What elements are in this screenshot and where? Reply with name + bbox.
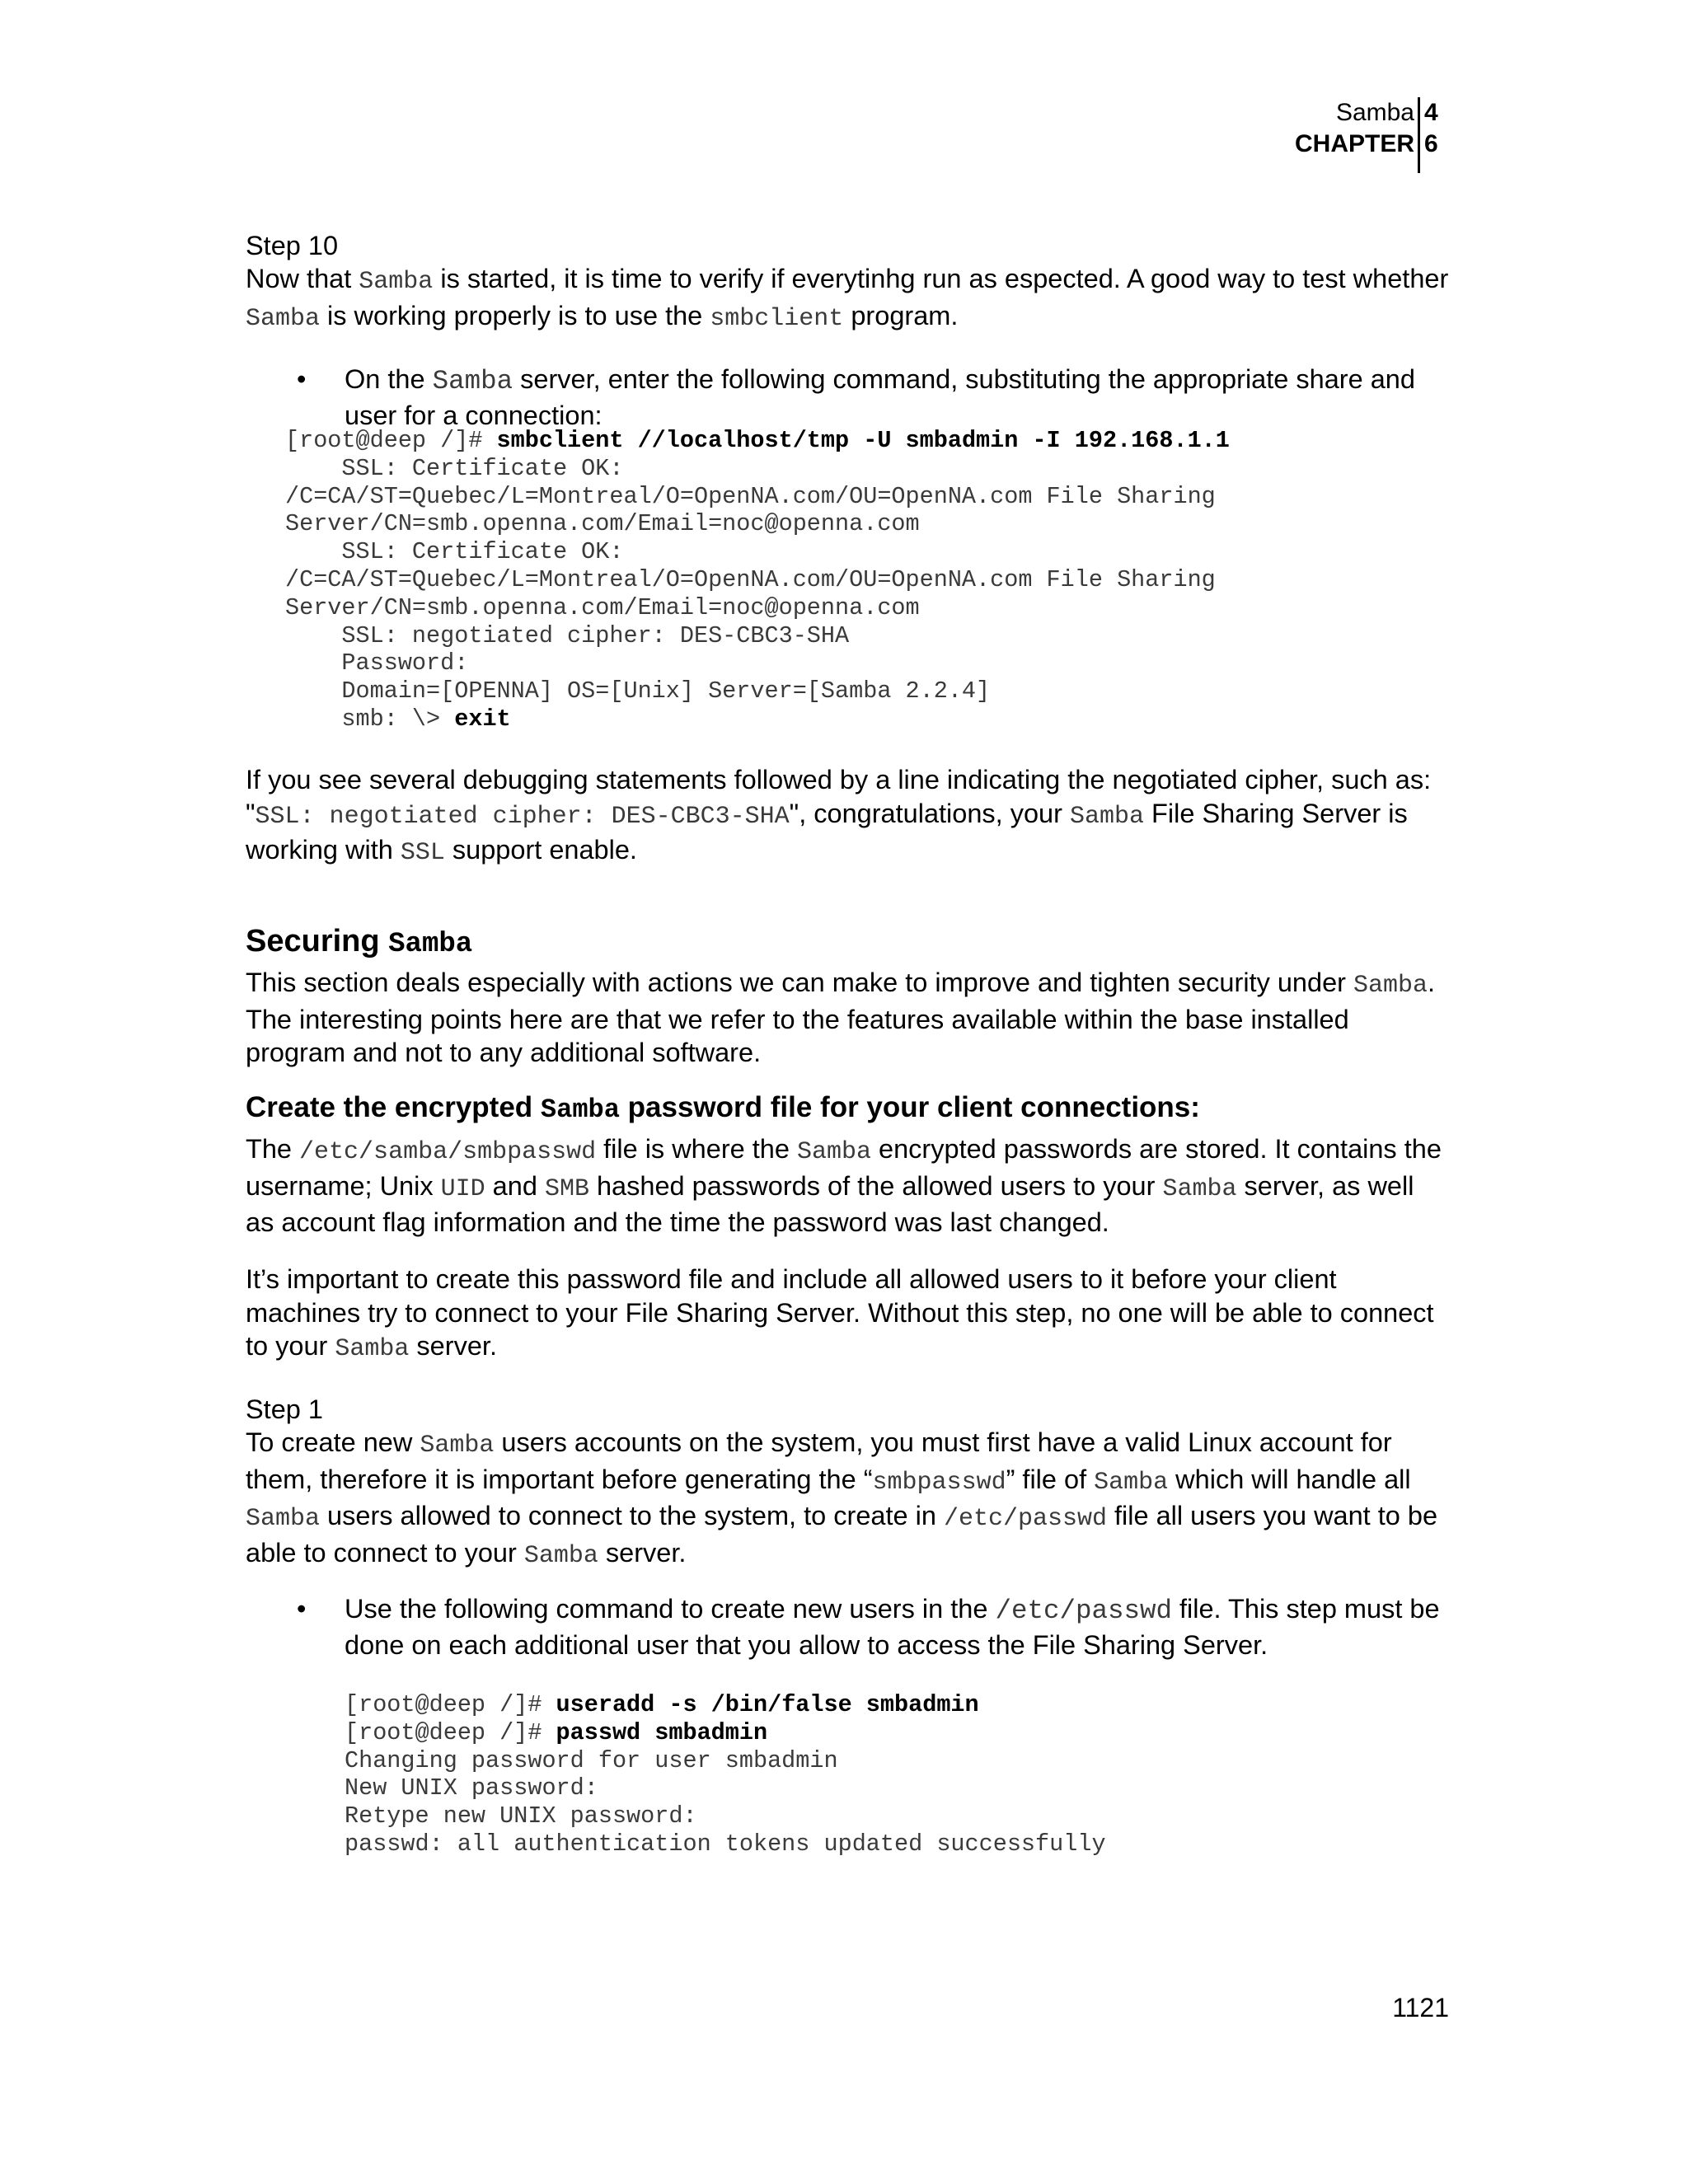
- console-output: Changing password for user smbadmin New UNIX password: Retype new UNIX password: passwd: all authentication tokens updated successfully: [345, 1746, 1106, 1858]
- inline-code: SMB: [544, 1174, 589, 1203]
- text-run: users allowed to connect to the system, to create in: [320, 1501, 944, 1530]
- step10-paragraph: [246, 262, 1449, 335]
- subsection-heading-pre: Create the encrypted: [246, 1091, 541, 1123]
- section-heading-code: Samba: [388, 929, 473, 960]
- inline-code: Samba: [1162, 1174, 1237, 1203]
- inline-code: Samba: [420, 1432, 495, 1460]
- section-heading-text: Securing: [246, 924, 389, 958]
- text-run: File Sharing Server is working with: [246, 798, 1408, 865]
- text-run: which will handle all: [1168, 1464, 1411, 1494]
- section-heading-securing: [246, 923, 472, 963]
- inline-code: Samba: [796, 1138, 871, 1166]
- subsection-heading-encrypted: [246, 1090, 1200, 1128]
- text-run: It’s important to create this password file and include all allowed users to it before your client machines try to connect to your File Sharing Server. Without this step, no one will be able to connect to your: [246, 1264, 1434, 1361]
- step1-bullet-text: [345, 1592, 1449, 1661]
- console-prompt: [root@deep /]#: [285, 427, 497, 454]
- step1-paragraph: [246, 1426, 1449, 1572]
- inline-code: /etc/samba/smbpasswd: [299, 1138, 597, 1166]
- subsection-heading-post: password file for your client connections:: [619, 1091, 1200, 1123]
- step1-title: Step 1: [246, 1394, 323, 1424]
- text-run: file. This step must be done on each additional user that you allow to access the File Sharing Server.: [345, 1594, 1440, 1660]
- running-header: [1286, 97, 1451, 173]
- console-prompt-1: [root@deep /]#: [345, 1691, 556, 1718]
- inline-code: Samba: [359, 268, 434, 296]
- subsection-heading-code: Samba: [540, 1094, 620, 1125]
- page-number: 1121: [1392, 1993, 1449, 2022]
- text-run: ", congratulations, your: [789, 798, 1070, 828]
- text-run: To create new: [246, 1427, 420, 1457]
- step10-bullet-text: [345, 363, 1449, 432]
- text-run: hashed passwords of the allowed users to your: [588, 1170, 1163, 1201]
- encrypted-paragraph-1: [246, 1132, 1449, 1240]
- text-run: ” file of: [1006, 1464, 1095, 1494]
- text-run: server.: [409, 1331, 497, 1361]
- inline-code: smbpasswd: [872, 1468, 1006, 1497]
- text-run: Use the following command to create new users in the: [345, 1594, 996, 1624]
- inline-code: smbclient: [710, 304, 844, 333]
- text-run: server, enter the following command, substituting the appropriate share and user for a connection:: [345, 364, 1415, 430]
- text-run: file is where the: [596, 1134, 797, 1164]
- text-run: On the: [345, 364, 433, 394]
- header-chapter-label: CHAPTER: [1294, 130, 1414, 157]
- console-smb-command: exit: [454, 705, 511, 733]
- inline-code: Samba: [1070, 802, 1145, 831]
- inline-code: Samba: [523, 1541, 598, 1570]
- text-run: is working properly is to use the: [320, 300, 710, 330]
- inline-code: Samba: [1094, 1468, 1169, 1497]
- header-section: Samba: [1335, 99, 1414, 126]
- encrypted-paragraph-2: [246, 1263, 1449, 1366]
- console-smb-prompt: smb: \>: [285, 705, 455, 733]
- inline-code: Samba: [246, 1505, 321, 1533]
- text-run: This section deals especially with actions we can make to improve and tighten security under: [246, 968, 1354, 997]
- inline-code: /etc/passwd: [995, 1596, 1172, 1626]
- inline-code: UID: [440, 1174, 485, 1203]
- inline-code: Samba: [335, 1335, 410, 1363]
- text-run: . The interesting points here are that we refer to the features available within the base installed program and not to any additional software.: [246, 968, 1436, 1067]
- step1-console: [345, 1691, 1106, 1858]
- text-run: server, as well as account flag information and the time the password was last changed.: [246, 1170, 1414, 1237]
- securing-intro: [246, 966, 1449, 1070]
- text-run: and: [485, 1170, 545, 1201]
- console-output: SSL: Certificate OK: /C=CA/ST=Quebec/L=Montreal/O=OpenNA.com/OU=OpenNA.com File Sharing Server/CN=smb.openna.com/Email=noc@openna.com SSL: Certificate OK: /C=CA/ST=Quebec/L=Montreal/O=OpenNA.com/OU=OpenNA.com File Sharing Server/CN=smb.openna.com/Email=noc@openna.com SSL: negotiated cipher: DES-CBC3-SHA Password: Domain=[OPENNA] OS=[Unix] Server=[Samba 2.2.4]: [285, 454, 1216, 705]
- text-run: If you see several debugging statements followed by a line indicating the negotiated cipher, such as: ": [246, 765, 1432, 828]
- inline-code: /etc/passwd: [943, 1505, 1107, 1533]
- console-command-2: passwd smbadmin: [556, 1718, 768, 1746]
- inline-code: SSL: [400, 839, 445, 867]
- inline-code: SSL: negotiated cipher: DES-CBC3-SHA: [255, 802, 790, 831]
- step10-console: [285, 427, 1230, 733]
- text-run: server.: [598, 1537, 687, 1568]
- console-prompt-2: [root@deep /]#: [345, 1718, 556, 1746]
- header-chapter-number-bottom: 6: [1424, 130, 1438, 157]
- text-run: Now that: [246, 264, 359, 293]
- inline-code: Samba: [1353, 972, 1428, 1000]
- step10-title: Step 10: [246, 231, 339, 260]
- text-run: users accounts on the system, you must first have a valid Linux account for them, therefore it is important before generating the “: [246, 1427, 1392, 1494]
- console-command-1: useradd -s /bin/false smbadmin: [556, 1691, 979, 1718]
- text-run: support enable.: [444, 835, 637, 865]
- inline-code: Samba: [246, 304, 321, 333]
- inline-code: Samba: [432, 366, 513, 396]
- text-run: The: [246, 1134, 300, 1164]
- header-divider: [1418, 97, 1420, 173]
- text-run: program.: [843, 300, 959, 330]
- text-run: encrypted passwords are stored. It contains the username; Unix: [246, 1134, 1442, 1201]
- text-run: file all users you want to be able to connect to your: [246, 1501, 1438, 1568]
- header-chapter-number-top: 4: [1424, 99, 1438, 126]
- bullet-icon: •: [297, 1594, 307, 1624]
- console-command: smbclient //localhost/tmp -U smbadmin -I 192.168.1.1: [496, 427, 1230, 454]
- step10-followup: [246, 763, 1449, 870]
- text-run: is started, it is time to verify if everytinhg run as espected. A good way to test whether: [433, 264, 1449, 293]
- bullet-icon: •: [297, 364, 307, 394]
